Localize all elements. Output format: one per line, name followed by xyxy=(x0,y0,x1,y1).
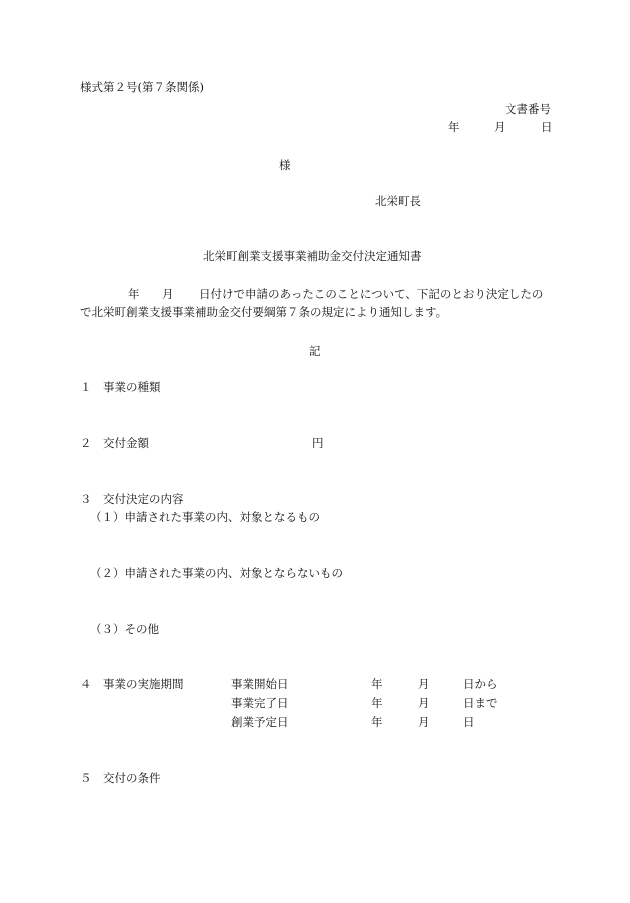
addressee-suffix: 様 xyxy=(279,158,291,172)
item-2-yen-unit: 円 xyxy=(312,436,324,450)
issuer-name: 北栄町長 xyxy=(375,194,421,208)
form-label: 様式第２号(第７条関係) xyxy=(80,80,204,94)
period-row-month: 月 xyxy=(418,696,430,710)
period-row-label: 創業予定日 xyxy=(231,715,289,729)
period-row-month: 月 xyxy=(418,677,430,691)
item-4-implementation-period: ４ 事業の実施期間 xyxy=(80,677,184,691)
body-line1-text: 日付けで申請のあったこのことについて、下記のとおり決定したの xyxy=(199,287,544,301)
period-row-label: 事業完了日 xyxy=(231,696,289,710)
date-year: 年 xyxy=(448,120,460,134)
item-3-decision-content: ３ 交付決定の内容 xyxy=(80,492,184,506)
document-title: 北栄町創業支援事業補助金交付決定通知書 xyxy=(203,249,422,263)
period-row-label: 事業開始日 xyxy=(231,677,289,691)
item-5-grant-conditions: ５ 交付の条件 xyxy=(80,771,161,785)
period-row-year: 年 xyxy=(371,715,383,729)
item-3-sub-2: （２）申請された事業の内、対象とならないもの xyxy=(90,566,343,580)
ki-heading: 記 xyxy=(309,344,321,358)
body-line2: で北栄町創業支援事業補助金交付要綱第７条の規定により通知します。 xyxy=(80,305,448,319)
date-day: 日 xyxy=(541,120,553,134)
body-month: 月 xyxy=(162,287,174,301)
period-row-day: 日まで xyxy=(463,696,498,710)
period-row-day: 日から xyxy=(463,677,498,691)
period-row-year: 年 xyxy=(371,696,383,710)
document-number-label: 文書番号 xyxy=(505,102,551,116)
period-row-day: 日 xyxy=(463,715,475,729)
date-month: 月 xyxy=(494,120,506,134)
period-row-year: 年 xyxy=(371,677,383,691)
body-year: 年 xyxy=(128,287,140,301)
item-3-sub-3: （３）その他 xyxy=(90,622,159,636)
item-1-business-type: １ 事業の種類 xyxy=(80,380,161,394)
period-row-month: 月 xyxy=(418,715,430,729)
item-3-sub-1: （１）申請された事業の内、対象となるもの xyxy=(90,510,320,524)
item-2-grant-amount: ２ 交付金額 xyxy=(80,436,149,450)
